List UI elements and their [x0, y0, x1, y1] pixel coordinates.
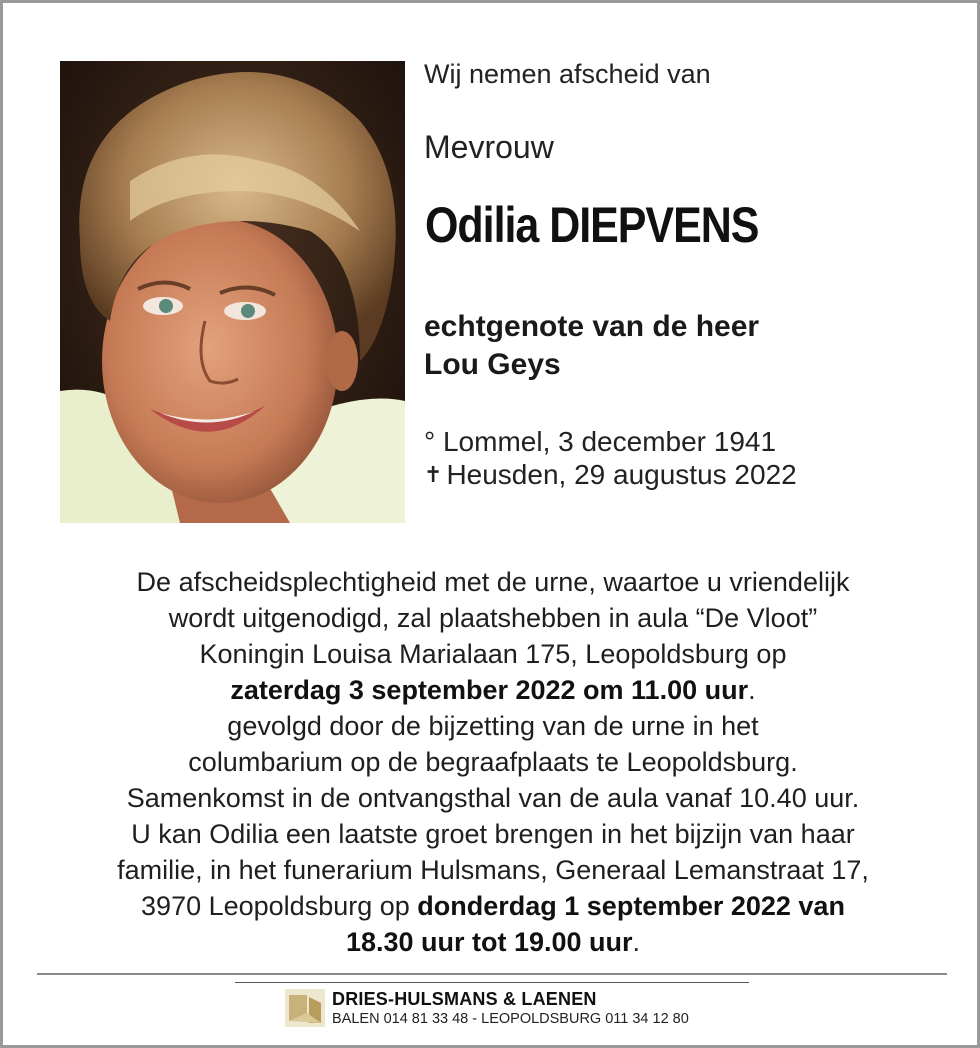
portrait-illustration	[60, 61, 405, 523]
body-line: U kan Odilia een laatste groet brengen in het bijzijn van haar	[131, 819, 855, 849]
portrait-photo	[60, 61, 405, 523]
punctuation: .	[748, 675, 756, 705]
visitation-location: 3970 Leopoldsburg op	[141, 891, 418, 921]
body-line	[43, 888, 943, 924]
spouse-line-1: echtgenote van de heer	[424, 310, 760, 343]
spouse-block	[424, 308, 759, 384]
body-line	[43, 924, 943, 960]
death-line	[424, 458, 797, 493]
body-line: gevolgd door de bijzetting van de urne in het	[227, 711, 759, 741]
divider	[37, 973, 947, 975]
divider	[235, 982, 749, 983]
punctuation: .	[632, 927, 641, 957]
death-text: Heusden, 29 augustus 2022	[446, 459, 797, 490]
body-line: columbarium op de begraafplaats te Leopoldsburg.	[188, 747, 798, 777]
funeral-home-logo-icon	[285, 989, 325, 1027]
life-dates	[424, 425, 797, 493]
deceased-name: Odilia DIEPVENS	[425, 197, 759, 253]
birth-line: ° Lommel, 3 december 1941	[424, 426, 777, 457]
body-line: Koningin Louisa Marialaan 175, Leopoldsburg op	[199, 639, 787, 669]
funeral-home-name: DRIES-HULSMANS & LAENEN	[332, 989, 597, 1009]
visitation-time: 18.30 uur tot 19.00 uur	[345, 927, 633, 957]
body-line: De afscheidsplechtigheid met de urne, waartoe u vriendelijk	[136, 567, 850, 597]
cross-icon: ✝	[424, 462, 443, 487]
body-line: familie, in het funerarium Hulsmans, Generaal Lemanstraat 17,	[117, 855, 869, 885]
salutation: Mevrouw	[424, 129, 554, 165]
ceremony-details	[43, 564, 943, 960]
intro-text: Wij nemen afscheid van	[424, 59, 711, 89]
visitation-date: donderdag 1 september 2022 van	[417, 891, 845, 921]
body-line: wordt uitgenodigd, zal plaatshebben in aula “De Vloot”	[168, 603, 818, 633]
body-line	[43, 672, 943, 708]
spouse-line-2: Lou Geys	[424, 348, 561, 381]
funeral-home-contacts: BALEN 014 81 33 48 - LEOPOLDSBURG 011 34 12 80	[332, 1011, 689, 1027]
ceremony-date: zaterdag 3 september 2022 om 11.00 uur	[230, 675, 749, 705]
body-line: Samenkomst in de ontvangsthal van de aula vanaf 10.40 uur.	[126, 783, 860, 813]
